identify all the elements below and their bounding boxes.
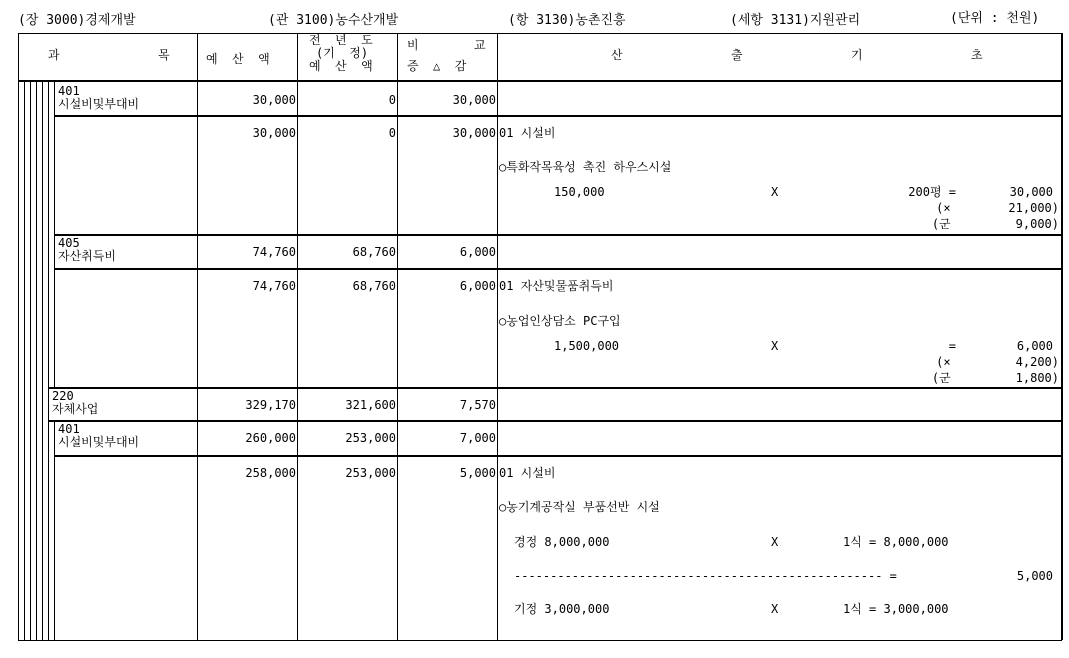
row-sep-3 [54, 268, 1062, 270]
header-bottom-border [18, 80, 1062, 82]
basis-title: 01 자산및물품취득비 [499, 279, 614, 293]
row-prev: 253,000 [345, 431, 396, 445]
hier-line-1 [24, 82, 25, 640]
row-sep-1 [54, 115, 1062, 117]
row-name: 시설비및부대비 [58, 435, 140, 449]
basis-item: ○농기계공작실 부품선반 시설 [499, 500, 660, 514]
hier-line-4 [42, 82, 43, 640]
row-sep-5 [48, 420, 1062, 422]
row-code: 401 [58, 84, 80, 98]
hier-line-3 [36, 82, 37, 640]
basis-item: ○농업인상담소 PC구입 [499, 314, 621, 328]
col-header-gwamok-right: 목 [158, 48, 170, 62]
basis-qty: 1,500,000 [554, 339, 620, 353]
row-prev: 253,000 [345, 466, 396, 480]
hier-line-5 [48, 82, 49, 388]
row-budget: 258,000 [245, 466, 296, 480]
basis-amount: 6,000 [1016, 339, 1053, 353]
col-line-prev [297, 33, 298, 640]
row-diff: 7,570 [459, 398, 496, 412]
row-name: 시설비및부대비 [58, 97, 140, 111]
basis-line1-left: 경정 8,000,000 [514, 535, 610, 549]
row-code: 401 [58, 422, 80, 436]
row-prev: 68,760 [352, 279, 396, 293]
row-budget: 74,760 [252, 279, 296, 293]
basis-amount: 30,000 [1009, 185, 1053, 199]
col-header-prev-1: 전 년 도 [309, 33, 373, 47]
basis-title: 01 시설비 [499, 466, 556, 480]
hier-line-6b [54, 421, 55, 640]
col-header-basis-1: 산 [611, 48, 623, 62]
row-diff: 30,000 [452, 93, 496, 107]
col-header-basis-2: 출 [731, 48, 743, 62]
basis-line2-left: 기정 3,000,000 [514, 602, 610, 616]
row-budget: 74,760 [252, 245, 296, 259]
basis-dash-line: --------------------------------------------------- = [514, 569, 897, 583]
row-code: 220 [52, 389, 74, 403]
header-jang: (장 3000)경제개발 [18, 13, 136, 28]
col-line-diff [397, 33, 398, 640]
col-line-left [18, 33, 19, 640]
header-gwan: (관 3100)농수산개발 [268, 13, 399, 28]
row-budget: 260,000 [245, 431, 296, 445]
basis-line2-right: 1식 = 3,000,000 [843, 602, 949, 616]
col-line-basis [497, 33, 498, 640]
row-diff: 6,000 [459, 245, 496, 259]
col-header-compare-2: 증 △ 감 [407, 59, 467, 73]
row-sep-6 [54, 455, 1062, 457]
row-budget: 30,000 [252, 126, 296, 140]
basis-sub1: (× 21,000) [936, 201, 1059, 215]
row-prev: 68,760 [352, 245, 396, 259]
col-header-gwamok-left: 과 [48, 48, 60, 62]
col-line-budget [197, 33, 198, 640]
basis-x: X [771, 339, 779, 353]
table-bottom-border [18, 640, 1062, 641]
basis-sub2: (군 1,800) [931, 371, 1059, 385]
row-prev: 321,600 [345, 398, 396, 412]
col-header-prev-3: 예 산 액 [309, 59, 373, 73]
hier-line-2 [30, 82, 31, 640]
row-sep-4 [48, 387, 1062, 389]
basis-sub1: (× 4,200) [936, 355, 1059, 369]
col-header-basis-3: 기 [851, 48, 863, 62]
row-prev: 0 [388, 126, 396, 140]
row-diff: 5,000 [459, 466, 496, 480]
row-diff: 7,000 [459, 431, 496, 445]
table-top-border [18, 33, 1062, 34]
basis-sub2: (군 9,000) [931, 217, 1059, 231]
row-sep-2 [54, 234, 1062, 236]
basis-qty: 150,000 [554, 185, 605, 199]
row-name: 자산취득비 [58, 249, 116, 263]
col-header-compare-b: 교 [474, 38, 486, 52]
basis-mult: 200평 = [908, 185, 956, 199]
row-code: 405 [58, 236, 80, 250]
basis-dash-amount: 5,000 [1016, 569, 1053, 583]
col-header-compare-a: 비 [407, 38, 419, 52]
row-prev: 0 [388, 93, 396, 107]
header-unit: (단위 : 천원) [950, 11, 1040, 26]
basis-line2-x: X [771, 602, 779, 616]
col-header-prev-2: (기 정) [316, 46, 369, 60]
basis-item: ○특화작목육성 촉진 하우스시설 [499, 160, 672, 174]
header-hang: (항 3130)농촌진흥 [508, 13, 626, 28]
basis-mult: = [948, 339, 956, 353]
row-budget: 329,170 [245, 398, 296, 412]
col-header-budget: 예 산 액 [206, 52, 270, 66]
col-header-basis-4: 초 [971, 48, 983, 62]
row-budget: 30,000 [252, 93, 296, 107]
header-sehang: (세항 3131)지원관리 [730, 13, 861, 28]
hier-line-5b [48, 388, 49, 640]
row-name: 자체사업 [52, 402, 99, 416]
row-diff: 30,000 [452, 126, 496, 140]
row-diff: 6,000 [459, 279, 496, 293]
basis-line1-right: 1식 = 8,000,000 [843, 535, 949, 549]
basis-x: X [771, 185, 779, 199]
basis-line1-x: X [771, 535, 779, 549]
basis-title: 01 시설비 [499, 126, 556, 140]
col-line-right [1061, 33, 1063, 640]
